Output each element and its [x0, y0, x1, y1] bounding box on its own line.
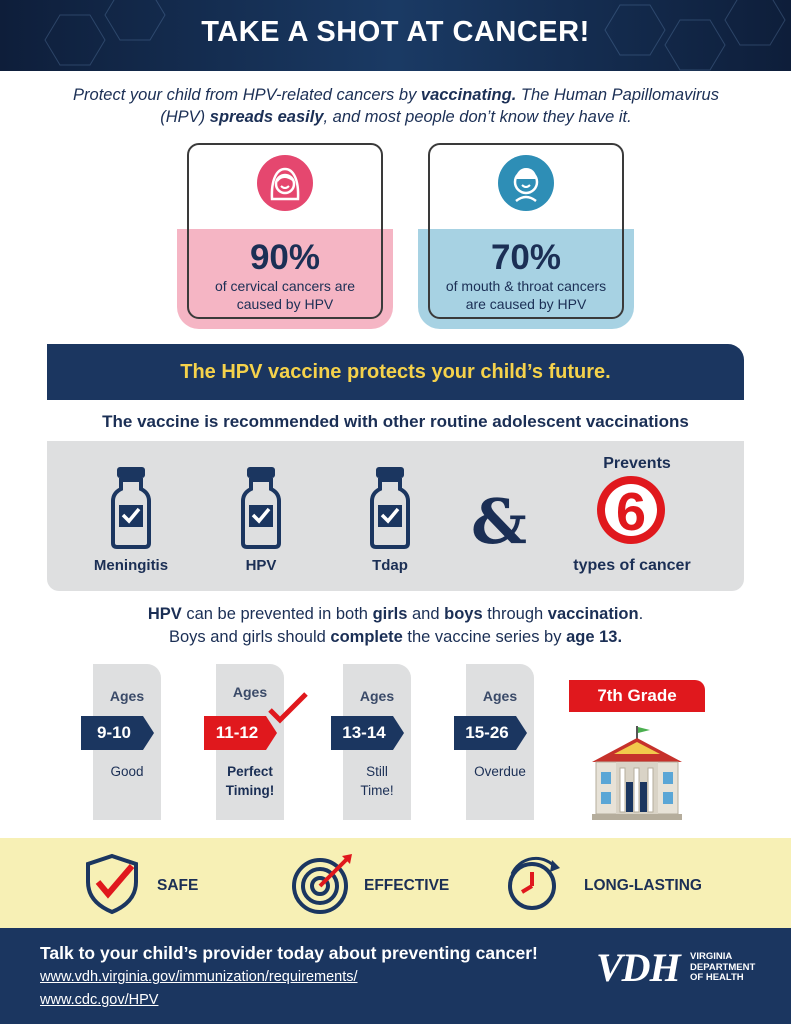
target-icon: [290, 852, 356, 916]
stat-card-mouth-throat: [428, 143, 624, 329]
cancer-types-label: types of cancer: [573, 557, 691, 574]
prevention-text-part: and: [407, 605, 445, 623]
vaccine-banner-text: The HPV vaccine protects your child’s future.: [180, 361, 611, 383]
vaccines-panel: [47, 441, 744, 591]
vdh-logo-org: [690, 952, 770, 984]
six-badge-number: 6: [615, 482, 647, 542]
prevention-emphasis: age 13.: [566, 628, 623, 646]
age-note-line: Overdue: [474, 764, 526, 779]
vdh-logo: [596, 944, 766, 996]
vaccine-label-hpv: HPV: [245, 557, 277, 574]
age-note-line: Good: [110, 764, 144, 779]
prevention-line-1: [0, 603, 791, 626]
age-range-tag: [454, 716, 527, 750]
stat-description-line: caused by HPV: [236, 296, 334, 312]
prevention-text-part: the vaccine series by: [402, 628, 567, 646]
prevention-emphasis: complete: [330, 628, 403, 646]
vdh-logo-org-line: VIRGINIA: [690, 951, 733, 962]
age-note: [206, 762, 294, 800]
vial-check-icon: [368, 467, 412, 549]
boy-avatar-icon: [498, 155, 554, 211]
intro-text-part: , and most people don’t know they have it.: [323, 108, 632, 126]
ages-label: Ages: [359, 688, 395, 704]
intro-text: [60, 84, 732, 128]
page-title: TAKE A SHOT AT CANCER!: [201, 16, 590, 48]
prevention-text: [0, 603, 791, 649]
ampersand: &: [471, 485, 527, 558]
age-note-line: Perfect: [227, 764, 273, 779]
prevention-text-part: .: [638, 605, 644, 623]
age-note: [83, 762, 171, 781]
vdh-logo-mark: VDH: [596, 945, 680, 990]
cdc-hpv-link[interactable]: www.cdc.gov/HPV: [40, 992, 159, 1008]
stat-card-cervical: [187, 143, 383, 329]
age-range: 13-14: [342, 723, 386, 742]
header-banner: [0, 0, 791, 71]
six-badge-icon: [596, 475, 666, 545]
vdh-immunization-link[interactable]: www.vdh.virginia.gov/immunization/requirements/: [40, 969, 358, 985]
age-column-15-26: [466, 664, 534, 820]
age-range-tag: [81, 716, 154, 750]
benefit-label: SAFE: [157, 877, 199, 894]
vdh-logo-org-line: DEPARTMENT: [690, 961, 756, 973]
age-column-11-12: [216, 664, 284, 820]
prevention-text-part: can be prevented in both: [181, 605, 373, 623]
vdh-logo-org-line: OF HEALTH: [690, 972, 744, 983]
age-column-9-10: [93, 664, 161, 820]
benefit-label: LONG-LASTING: [584, 877, 702, 894]
ages-label: Ages: [109, 688, 145, 704]
stat-value: 70%: [490, 238, 562, 277]
grade-label: 7th Grade: [597, 686, 677, 705]
intro-text-emphasis: spreads easily: [209, 108, 324, 126]
prevention-emphasis: vaccination: [547, 605, 639, 623]
ages-label: Ages: [482, 688, 518, 704]
intro-text-part: The Human Papillomavirus (HPV): [160, 86, 719, 126]
age-range: 11-12: [215, 723, 259, 742]
age-column-13-14: [343, 664, 411, 820]
age-range-tag: [331, 716, 404, 750]
age-range: 9-10: [96, 723, 132, 742]
vaccine-label-tdap: Tdap: [372, 557, 408, 574]
recommendation-subhead: The vaccine is recommended with other routine adolescent vaccinations: [102, 412, 689, 431]
benefit-label: EFFECTIVE: [364, 877, 450, 894]
girl-avatar-icon: [257, 155, 313, 211]
prevention-text-part: Boys and girls should: [168, 628, 331, 646]
vaccine-label-meningitis: Meningitis: [93, 557, 169, 574]
prevention-emphasis: boys: [444, 605, 483, 623]
benefits-bar: [0, 838, 791, 928]
age-note: [333, 762, 421, 800]
prevents-label: Prevents: [603, 455, 671, 472]
prevention-text-part: through: [482, 605, 548, 623]
prevention-line-2: [0, 626, 791, 649]
stat-description: [420, 277, 632, 313]
age-range-tag: [204, 716, 277, 750]
intro-text-part: Protect your child from HPV-related cancers by: [73, 86, 421, 104]
vaccine-banner: [47, 344, 744, 400]
vial-check-icon: [239, 467, 283, 549]
prevention-emphasis: HPV: [147, 605, 182, 623]
age-range: 15-26: [465, 723, 509, 742]
stat-description: [179, 277, 391, 313]
stat-description-line: of cervical cancers are: [214, 278, 356, 294]
prevention-emphasis: girls: [372, 605, 408, 623]
vial-check-icon: [109, 467, 153, 549]
stat-value: 90%: [249, 238, 321, 277]
grade-badge: [569, 680, 705, 712]
stat-description-line: are caused by HPV: [465, 296, 587, 312]
age-note-line: Still: [366, 764, 388, 779]
intro-text-emphasis: vaccinating.: [420, 86, 517, 104]
call-to-action: Talk to your child’s provider today about preventing cancer!: [40, 943, 538, 963]
stat-description-line: of mouth & throat cancers: [445, 278, 607, 294]
shield-check-icon: [80, 852, 144, 916]
age-note-line: Timing!: [225, 783, 275, 798]
clock-icon: [502, 852, 566, 916]
footer: [0, 928, 791, 1024]
age-note: [456, 762, 544, 781]
ages-label: Ages: [232, 684, 268, 700]
school-building-icon: [590, 724, 684, 822]
age-note-line: Time!: [360, 783, 394, 798]
